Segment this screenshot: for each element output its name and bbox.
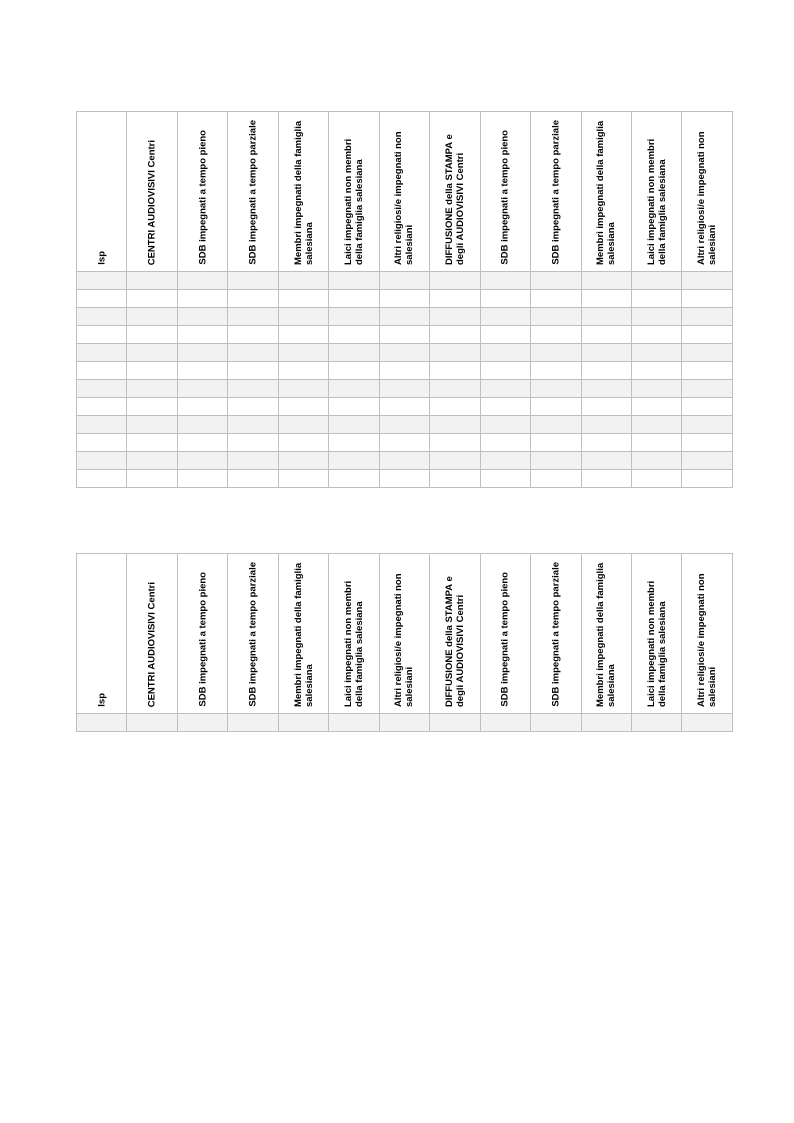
table-cell xyxy=(379,344,429,362)
table-cell xyxy=(480,714,530,732)
column-header xyxy=(480,554,530,714)
table-cell xyxy=(228,290,278,308)
table-cell xyxy=(480,470,530,488)
table-cell xyxy=(177,362,227,380)
table-cell xyxy=(480,434,530,452)
column-header xyxy=(581,554,631,714)
table-cell xyxy=(682,714,732,732)
table-cell xyxy=(228,452,278,470)
column-header-label: SDB impegnati a tempo parziale xyxy=(550,120,562,265)
table-cell xyxy=(430,326,480,344)
table-cell xyxy=(329,326,379,344)
table-cell xyxy=(177,344,227,362)
table-cell xyxy=(531,398,581,416)
table-cell xyxy=(228,326,278,344)
table-row xyxy=(77,434,733,452)
column-header-label: Laici impegnati non membri della famiglia salesiana xyxy=(342,138,365,265)
table-cell xyxy=(682,272,732,290)
table-row xyxy=(77,308,733,326)
table-cell xyxy=(177,290,227,308)
table-cell xyxy=(278,434,328,452)
table-cell xyxy=(77,416,127,434)
table-cell xyxy=(228,714,278,732)
table-row xyxy=(77,362,733,380)
table-cell xyxy=(430,362,480,380)
column-header xyxy=(77,554,127,714)
column-header-label: Membri impegnati della famiglia salesiana xyxy=(292,562,315,707)
table-cell xyxy=(379,362,429,380)
table-cell xyxy=(379,714,429,732)
table-cell xyxy=(127,434,177,452)
total-table xyxy=(76,553,733,732)
table-row xyxy=(77,344,733,362)
table-cell xyxy=(379,398,429,416)
table-cell xyxy=(430,398,480,416)
table-cell xyxy=(127,416,177,434)
table-cell xyxy=(77,326,127,344)
table-cell xyxy=(631,416,681,434)
column-header xyxy=(228,112,278,272)
table-cell xyxy=(480,416,530,434)
table-cell xyxy=(581,470,631,488)
table-cell xyxy=(430,290,480,308)
table-cell xyxy=(228,398,278,416)
table-cell xyxy=(631,290,681,308)
table-cell xyxy=(581,398,631,416)
table-cell xyxy=(329,434,379,452)
table-cell xyxy=(278,308,328,326)
table-cell xyxy=(581,380,631,398)
column-header-label: Altri religiosi/e impegnati non salesiani xyxy=(696,573,719,707)
column-header xyxy=(278,554,328,714)
column-header-label: CENTRI AUDIOVISIVI Centri xyxy=(146,139,158,265)
table-cell xyxy=(228,344,278,362)
table-cell xyxy=(430,344,480,362)
column-header-label: Laici impegnati non membri della famiglia salesiana xyxy=(645,580,668,707)
table-cell xyxy=(278,416,328,434)
table-cell xyxy=(581,362,631,380)
column-header-label: SDB impegnati a tempo pieno xyxy=(197,572,209,707)
table-cell xyxy=(278,290,328,308)
column-header xyxy=(329,112,379,272)
table-cell xyxy=(480,326,530,344)
column-header xyxy=(177,112,227,272)
table-cell xyxy=(682,344,732,362)
table-cell xyxy=(77,398,127,416)
table-cell xyxy=(682,362,732,380)
table-cell xyxy=(379,290,429,308)
table-cell xyxy=(228,308,278,326)
column-header xyxy=(127,554,177,714)
table-cell xyxy=(278,362,328,380)
table-cell xyxy=(531,326,581,344)
table-cell xyxy=(379,326,429,344)
table-cell xyxy=(127,272,177,290)
table-cell xyxy=(531,272,581,290)
column-header xyxy=(581,112,631,272)
table-cell xyxy=(531,434,581,452)
table-cell xyxy=(631,470,681,488)
table-cell xyxy=(531,344,581,362)
table-cell xyxy=(631,380,681,398)
table-cell xyxy=(329,380,379,398)
table-cell xyxy=(631,272,681,290)
column-header-label: SDB impegnati a tempo pieno xyxy=(197,130,209,265)
column-header xyxy=(228,554,278,714)
table-cell xyxy=(581,308,631,326)
table-cell xyxy=(682,470,732,488)
table-cell xyxy=(228,362,278,380)
column-header-label: SDB impegnati a tempo parziale xyxy=(550,562,562,707)
table-cell xyxy=(430,416,480,434)
table-cell xyxy=(127,714,177,732)
table-cell xyxy=(430,380,480,398)
detail-table xyxy=(76,111,733,488)
table-cell xyxy=(631,308,681,326)
table-cell xyxy=(682,416,732,434)
column-header xyxy=(682,554,732,714)
header-row xyxy=(77,554,733,714)
table-cell xyxy=(127,308,177,326)
column-header xyxy=(278,112,328,272)
table-cell xyxy=(682,452,732,470)
column-header-label: Altri religiosi/e impegnati non salesiani xyxy=(393,131,416,265)
column-header xyxy=(430,554,480,714)
table-cell xyxy=(127,452,177,470)
table-cell xyxy=(581,326,631,344)
table-cell xyxy=(77,344,127,362)
table-cell xyxy=(480,308,530,326)
table-cell xyxy=(177,714,227,732)
table-cell xyxy=(631,344,681,362)
column-header-label: Isp xyxy=(96,693,108,707)
table-cell xyxy=(278,326,328,344)
column-header xyxy=(531,112,581,272)
column-header xyxy=(77,112,127,272)
table-cell xyxy=(177,308,227,326)
table-cell xyxy=(177,452,227,470)
table-cell xyxy=(631,398,681,416)
column-header-label: DIFFUSIONE della STAMPA e degli AUDIOVISIVI Centri xyxy=(443,134,466,265)
table-cell xyxy=(228,272,278,290)
table-cell xyxy=(177,434,227,452)
table-cell xyxy=(177,272,227,290)
table-cell xyxy=(278,470,328,488)
table-cell xyxy=(127,398,177,416)
table-cell xyxy=(329,290,379,308)
table-cell xyxy=(329,344,379,362)
table-cell xyxy=(480,398,530,416)
column-header-label: Isp xyxy=(96,251,108,265)
table-cell xyxy=(480,290,530,308)
table-cell xyxy=(329,416,379,434)
column-header-label: SDB impegnati a tempo parziale xyxy=(247,562,259,707)
table-cell xyxy=(531,714,581,732)
table-cell xyxy=(278,344,328,362)
column-header xyxy=(631,554,681,714)
table-cell xyxy=(531,362,581,380)
table-cell xyxy=(531,416,581,434)
table-cell xyxy=(430,434,480,452)
table-cell xyxy=(631,362,681,380)
header-row xyxy=(77,112,733,272)
table-cell xyxy=(127,290,177,308)
column-header-label: Altri religiosi/e impegnati non salesiani xyxy=(696,131,719,265)
table-cell xyxy=(581,714,631,732)
table-cell xyxy=(77,714,127,732)
column-header-label: Laici impegnati non membri della famiglia salesiana xyxy=(645,138,668,265)
table-cell xyxy=(379,308,429,326)
table-cell xyxy=(77,308,127,326)
column-header-label: Altri religiosi/e impegnati non salesiani xyxy=(393,573,416,707)
table-cell xyxy=(177,398,227,416)
table-cell xyxy=(682,398,732,416)
table-cell xyxy=(430,470,480,488)
column-header xyxy=(480,112,530,272)
table-cell xyxy=(430,714,480,732)
table-cell xyxy=(581,290,631,308)
table-cell xyxy=(531,308,581,326)
table-cell xyxy=(379,272,429,290)
table-cell xyxy=(278,452,328,470)
table-cell xyxy=(631,452,681,470)
table-cell xyxy=(430,308,480,326)
table-cell xyxy=(127,470,177,488)
table-cell xyxy=(127,380,177,398)
column-header-label: Membri impegnati della famiglia salesiana xyxy=(595,120,618,265)
table-cell xyxy=(480,380,530,398)
table-cell xyxy=(77,362,127,380)
table-cell xyxy=(581,272,631,290)
table-cell xyxy=(329,308,379,326)
table-cell xyxy=(329,362,379,380)
table-row xyxy=(77,380,733,398)
column-header xyxy=(531,554,581,714)
column-header xyxy=(430,112,480,272)
table-cell xyxy=(379,452,429,470)
table-cell xyxy=(127,326,177,344)
table-cell xyxy=(177,326,227,344)
table-cell xyxy=(682,434,732,452)
column-header xyxy=(682,112,732,272)
column-header-label: SDB impegnati a tempo parziale xyxy=(247,120,259,265)
column-header xyxy=(177,554,227,714)
table-cell xyxy=(480,344,530,362)
table-row xyxy=(77,416,733,434)
table-cell xyxy=(581,434,631,452)
table-cell xyxy=(581,344,631,362)
table-cell xyxy=(531,380,581,398)
table-cell xyxy=(480,452,530,470)
table-cell xyxy=(329,272,379,290)
table-row xyxy=(77,470,733,488)
table-cell xyxy=(278,380,328,398)
table-cell xyxy=(77,272,127,290)
table-cell xyxy=(127,344,177,362)
table-cell xyxy=(278,714,328,732)
column-header-label: SDB impegnati a tempo pieno xyxy=(499,130,511,265)
table-cell xyxy=(228,470,278,488)
column-header-label: DIFFUSIONE della STAMPA e degli AUDIOVISIVI Centri xyxy=(443,576,466,707)
table-cell xyxy=(531,470,581,488)
table-cell xyxy=(77,452,127,470)
table-row xyxy=(77,452,733,470)
table-cell xyxy=(682,308,732,326)
column-header-label: SDB impegnati a tempo pieno xyxy=(499,572,511,707)
column-header xyxy=(379,112,429,272)
column-header xyxy=(127,112,177,272)
table-cell xyxy=(228,416,278,434)
table-cell xyxy=(177,470,227,488)
table-row xyxy=(77,714,733,732)
table-cell xyxy=(631,714,681,732)
table-row xyxy=(77,272,733,290)
column-header-label: CENTRI AUDIOVISIVI Centri xyxy=(146,581,158,707)
table-cell xyxy=(430,272,480,290)
table-cell xyxy=(480,362,530,380)
column-header xyxy=(379,554,429,714)
table-cell xyxy=(329,398,379,416)
table-cell xyxy=(379,380,429,398)
table-cell xyxy=(379,434,429,452)
table-cell xyxy=(77,290,127,308)
table-cell xyxy=(531,290,581,308)
table-cell xyxy=(177,380,227,398)
table-cell xyxy=(77,470,127,488)
table-cell xyxy=(682,290,732,308)
table-cell xyxy=(682,380,732,398)
table-cell xyxy=(329,452,379,470)
table-cell xyxy=(581,416,631,434)
table-cell xyxy=(379,416,429,434)
table-cell xyxy=(631,326,681,344)
table-cell xyxy=(278,272,328,290)
table-cell xyxy=(329,714,379,732)
table-cell xyxy=(228,380,278,398)
table-cell xyxy=(278,398,328,416)
table-cell xyxy=(329,470,379,488)
table-cell xyxy=(430,452,480,470)
table-cell xyxy=(177,416,227,434)
table-cell xyxy=(581,452,631,470)
table-cell xyxy=(77,434,127,452)
table-row xyxy=(77,326,733,344)
column-header-label: Membri impegnati della famiglia salesiana xyxy=(292,120,315,265)
column-header-label: Membri impegnati della famiglia salesiana xyxy=(595,562,618,707)
table-cell xyxy=(631,434,681,452)
table-row xyxy=(77,398,733,416)
table-cell xyxy=(379,470,429,488)
column-header xyxy=(631,112,681,272)
table-cell xyxy=(127,362,177,380)
column-header-label: Laici impegnati non membri della famiglia salesiana xyxy=(342,580,365,707)
table-cell xyxy=(531,452,581,470)
table-cell xyxy=(77,380,127,398)
table-cell xyxy=(228,434,278,452)
table-row xyxy=(77,290,733,308)
table-cell xyxy=(480,272,530,290)
column-header xyxy=(329,554,379,714)
table-cell xyxy=(682,326,732,344)
